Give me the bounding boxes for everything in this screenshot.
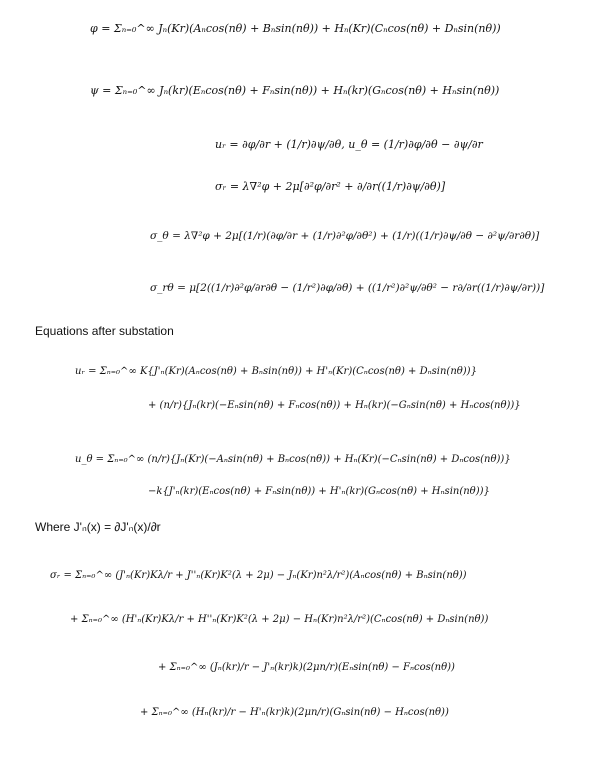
sigma-rtheta-equation: σ_rθ = μ[2((1/r)∂²φ/∂r∂θ − (1/r²)∂φ/∂θ) + ((1/r²)∂²ψ/∂θ² − r∂/∂r((1/r)∂ψ/∂r))] (150, 282, 545, 294)
sigma-r-substituted-line-4: + Σₙ₌₀^∞ (Hₙ(kr)/r − H'ₙ(kr)k)(2μn/r)(Gₙsin(nθ) − Hₙcos(nθ)) (140, 707, 449, 718)
ur-substituted-line-2: + (n/r){Jₙ(kr)(−Eₙsin(nθ) + Fₙcos(nθ)) + Hₙ(kr)(−Gₙsin(nθ) + Hₙcos(nθ))} (148, 400, 521, 411)
sigma-r-equation: σᵣ = λ∇²φ + 2μ[∂²φ/∂r² + ∂/∂r((1/r)∂ψ/∂θ)] (215, 180, 446, 193)
ur-substituted-line-1: uᵣ = Σₙ₌₀^∞ K{J'ₙ(Kr)(Aₙcos(nθ) + Bₙsin(nθ)) + H'ₙ(Kr)(Cₙcos(nθ) + Dₙsin(nθ))} (75, 366, 477, 377)
psi-equation: ψ = Σₙ₌₀^∞ Jₙ(kr)(Eₙcos(nθ) + Fₙsin(nθ)) + Hₙ(kr)(Gₙcos(nθ) + Hₙsin(nθ)) (90, 84, 500, 97)
sigma-r-substituted-line-1: σᵣ = Σₙ₌₀^∞ (J'ₙ(Kr)Kλ/r + J''ₙ(Kr)K²(λ + 2μ) − Jₙ(Kr)n²λ/r²)(Aₙcos(nθ) + Bₙsin(nθ)) (50, 570, 467, 581)
sigma-r-substituted-line-2: + Σₙ₌₀^∞ (H'ₙ(Kr)Kλ/r + H''ₙ(Kr)K²(λ + 2μ) − Hₙ(Kr)n²λ/r²)(Cₙcos(nθ) + Dₙsin(nθ)) (70, 614, 489, 625)
phi-equation: φ = Σₙ₌₀^∞ Jₙ(Kr)(Aₙcos(nθ) + Bₙsin(nθ)) + Hₙ(Kr)(Cₙcos(nθ) + Dₙsin(nθ)) (90, 22, 501, 35)
displacement-definitions: uᵣ = ∂φ/∂r + (1/r)∂ψ/∂θ, u_θ = (1/r)∂φ/∂θ − ∂ψ/∂r (215, 138, 483, 151)
utheta-substituted-line-2: −k{J'ₙ(kr)(Eₙcos(nθ) + Fₙsin(nθ)) + H'ₙ(kr)(Gₙcos(nθ) + Hₙsin(nθ))} (148, 486, 490, 497)
utheta-substituted-line-1: u_θ = Σₙ₌₀^∞ (n/r){Jₙ(Kr)(−Aₙsin(nθ) + Bₙcos(nθ)) + Hₙ(Kr)(−Cₙsin(nθ) + Dₙcos(nθ))} (75, 454, 511, 465)
section-label-after-substitution: Equations after substation (35, 324, 174, 338)
where-derivative-definition: Where J'ₙ(x) = ∂J'ₙ(x)/∂r (35, 520, 161, 534)
sigma-theta-equation: σ_θ = λ∇²φ + 2μ[(1/r)(∂φ/∂r + (1/r)∂²φ/∂θ²) + (1/r)((1/r)∂ψ/∂θ − ∂²ψ/∂r∂θ)] (150, 230, 540, 242)
sigma-r-substituted-line-3: + Σₙ₌₀^∞ (Jₙ(kr)/r − J'ₙ(kr)k)(2μn/r)(Eₙsin(nθ) − Fₙcos(nθ)) (158, 662, 455, 673)
